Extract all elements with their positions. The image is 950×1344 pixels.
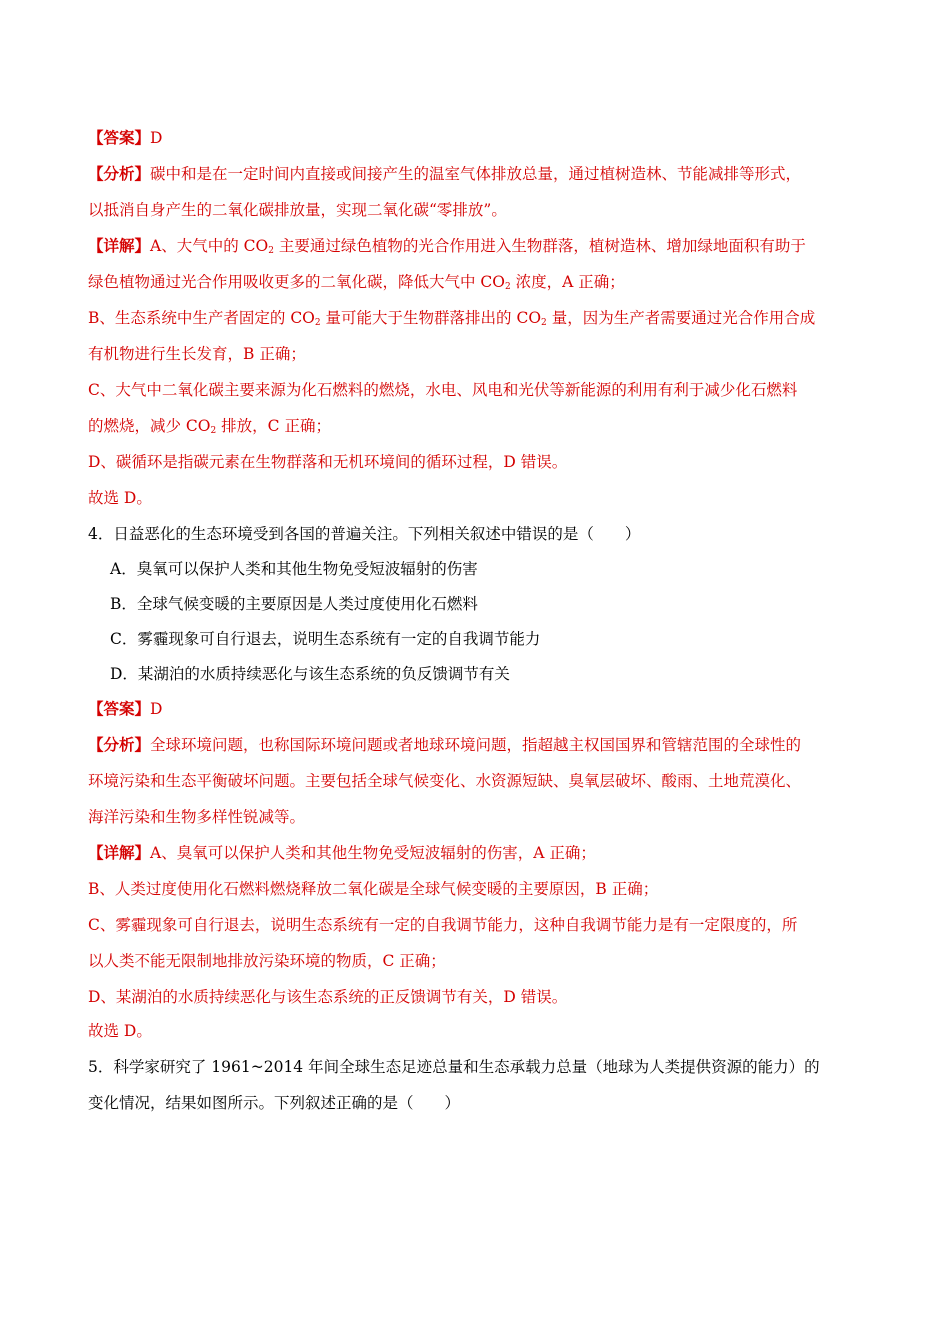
text-fragment: B、生态系统中生产者固定的 CO bbox=[88, 309, 315, 327]
q4-detail-c-line-1: C、雾霾现象可自行退去，说明生态系统有一定的自我调节能力，这种自我调节能力是有一定限度的，所 bbox=[88, 916, 798, 934]
detail-tag: 【详解】 bbox=[88, 843, 151, 862]
q3-detail-d: D、碳循环是指碳元素在生物群落和无机环境间的循环过程，D 错误。 bbox=[88, 453, 568, 471]
q3-detail-a-line-2 bbox=[88, 271, 625, 298]
q4-stem: 4．日益恶化的生态环境受到各国的普遍关注。下列相关叙述中错误的是（ ） bbox=[88, 525, 641, 543]
answer-tag: 【答案】 bbox=[88, 699, 151, 718]
q4-conclusion: 故选 D。 bbox=[88, 1022, 152, 1040]
q3-answer bbox=[88, 127, 162, 149]
subscript: 2 bbox=[505, 282, 511, 292]
text-fragment: 量可能大于生物群落排出的 CO bbox=[320, 309, 542, 327]
q3-detail-c-line-2 bbox=[88, 415, 331, 442]
subscript: 2 bbox=[268, 246, 274, 256]
analysis-tag: 【分析】 bbox=[88, 164, 151, 183]
q3-detail-b-line-1 bbox=[88, 307, 815, 334]
detail-tag: 【详解】 bbox=[88, 236, 151, 255]
q4-option-d: D．某湖泊的水质持续恶化与该生态系统的负反馈调节有关 bbox=[110, 665, 510, 683]
q4-analysis-line-2: 环境污染和生态平衡破坏问题。主要包括全球气候变化、水资源短缺、臭氧层破坏、酸雨、土地荒漠化、 bbox=[88, 772, 802, 790]
text-fragment: 绿色植物通过光合作用吸收更多的二氧化碳，降低大气中 CO bbox=[88, 273, 505, 291]
q4-detail-d: D、某湖泊的水质持续恶化与该生态系统的正反馈调节有关，D 错误。 bbox=[88, 988, 568, 1006]
analysis-text: 全球环境问题，也称国际环境问题或者地球环境问题，指超越主权国国界和管辖范围的全球性的 bbox=[150, 736, 802, 754]
text-fragment: 量，因为生产者需要通过光合作用合成 bbox=[546, 309, 816, 327]
analysis-text: 碳中和是在一定时间内直接或间接产生的温室气体排放总量，通过植树造林、节能减排等形式， bbox=[150, 165, 802, 183]
q4-detail-b: B、人类过度使用化石燃料燃烧释放二氧化碳是全球气候变暖的主要原因，B 正确； bbox=[88, 880, 659, 898]
answer-value: D bbox=[150, 700, 163, 718]
analysis-tag: 【分析】 bbox=[88, 735, 151, 754]
detail-text: A、臭氧可以保护人类和其他生物免受短波辐射的伤害，A 正确； bbox=[150, 844, 596, 862]
answer-value: D bbox=[150, 129, 163, 147]
answer-tag: 【答案】 bbox=[88, 128, 151, 147]
subscript: 2 bbox=[541, 318, 547, 328]
q3-conclusion: 故选 D。 bbox=[88, 489, 152, 507]
q4-option-c: C．雾霾现象可自行退去，说明生态系统有一定的自我调节能力 bbox=[110, 630, 541, 648]
q3-detail-a-line-1 bbox=[88, 235, 806, 262]
q3-detail-b-line-2: 有机物进行生长发育，B 正确； bbox=[88, 345, 306, 363]
q5-stem-line-1: 5．科学家研究了 1961~2014 年间全球生态足迹总量和生态承载力总量（地球为人类提供资源的能力）的 bbox=[88, 1058, 820, 1076]
q4-option-a: A．臭氧可以保护人类和其他生物免受短波辐射的伤害 bbox=[110, 560, 478, 578]
q4-analysis-line-3: 海洋污染和生物多样性锐减等。 bbox=[88, 808, 306, 826]
q4-detail-a bbox=[88, 842, 596, 864]
text-fragment: 主要通过绿色植物的光合作用进入生物群落，植树造林、增加绿地面积有助于 bbox=[273, 237, 806, 255]
q4-analysis-line-1 bbox=[88, 734, 801, 756]
q3-detail-c-line-1: C、大气中二氧化碳主要来源为化石燃料的燃烧，水电、风电和光伏等新能源的利用有利于减少化石燃料 bbox=[88, 381, 798, 399]
subscript: 2 bbox=[314, 318, 321, 328]
text-fragment: 排放，C 正确； bbox=[216, 417, 331, 435]
text-fragment: A、大气中的 CO bbox=[150, 237, 269, 255]
q5-stem-line-2: 变化情况，结果如图所示。下列叙述正确的是（ ） bbox=[88, 1094, 461, 1112]
q3-analysis-line-1 bbox=[88, 163, 801, 185]
q3-analysis-line-2: 以抵消自身产生的二氧化碳排放量，实现二氧化碳“零排放”。 bbox=[88, 201, 507, 219]
text-fragment: 浓度，A 正确； bbox=[510, 273, 625, 291]
subscript: 2 bbox=[210, 426, 217, 436]
text-fragment: 的燃烧，减少 CO bbox=[88, 417, 211, 435]
q4-detail-c-line-2: 以人类不能无限制地排放污染环境的物质，C 正确； bbox=[88, 952, 446, 970]
q4-answer bbox=[88, 698, 162, 720]
q4-option-b: B．全球气候变暖的主要原因是人类过度使用化石燃料 bbox=[110, 595, 478, 613]
